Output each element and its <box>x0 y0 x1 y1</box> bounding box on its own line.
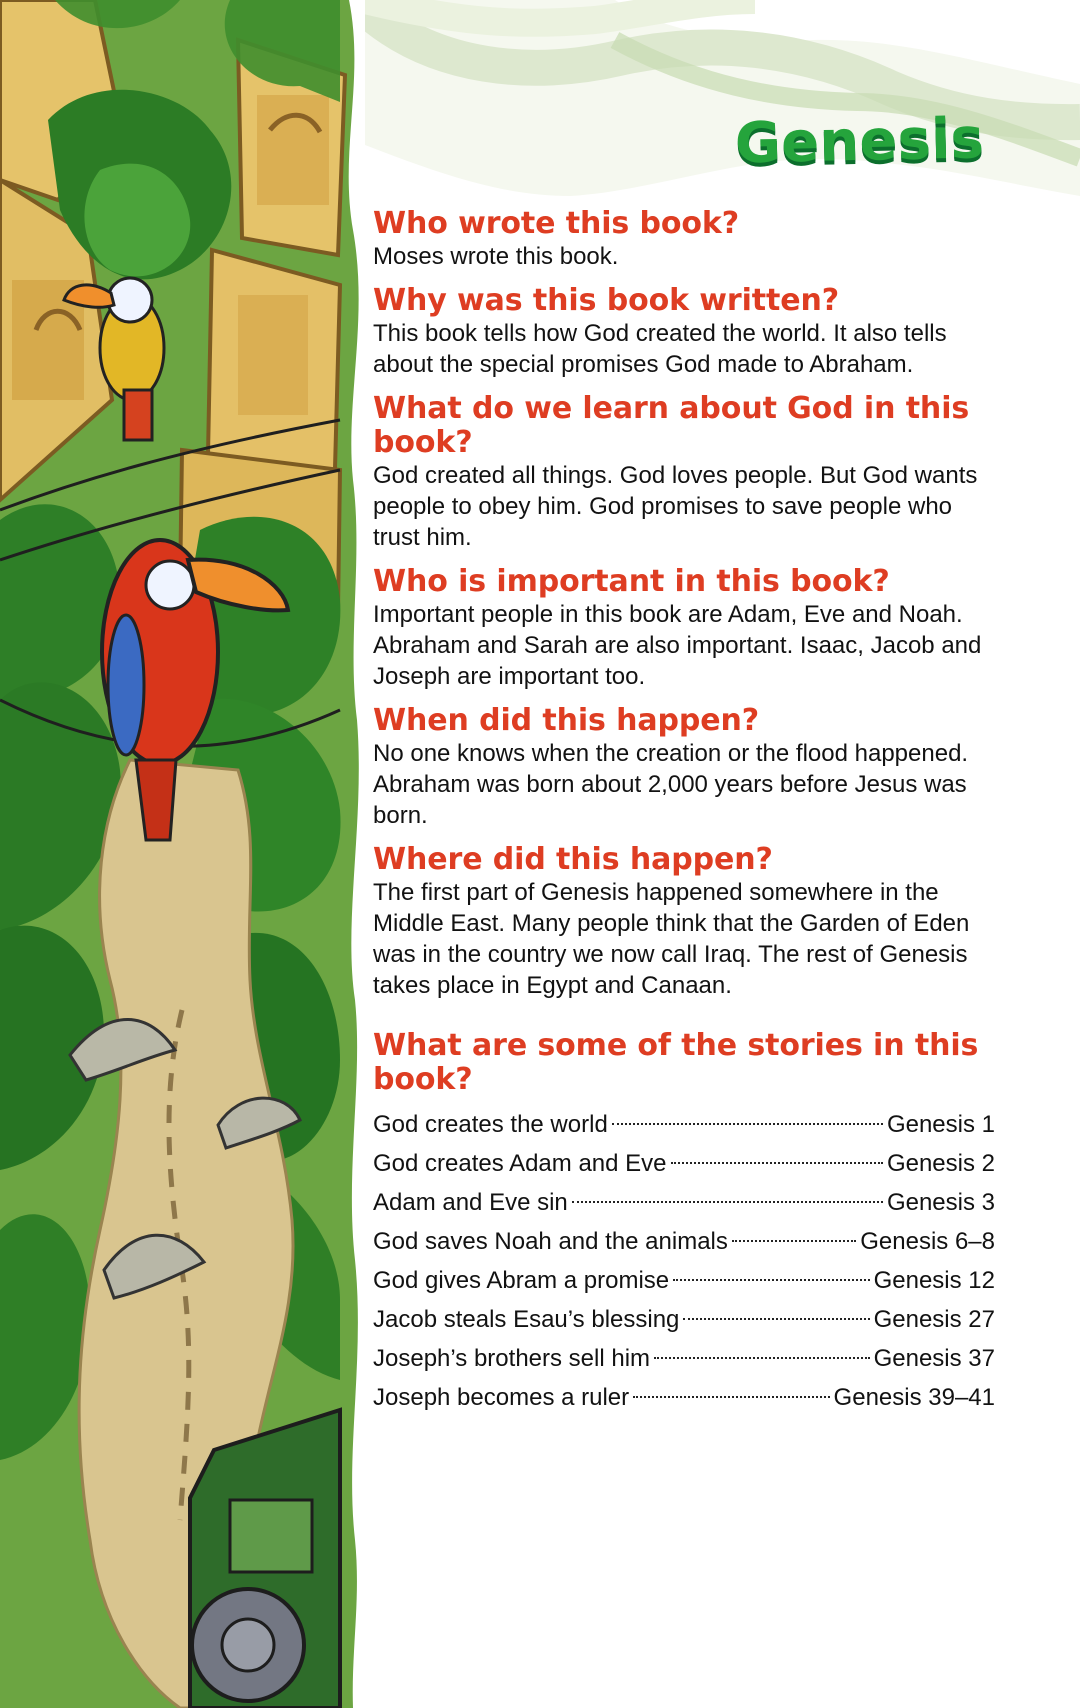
story-reference: Genesis 27 <box>873 1306 995 1333</box>
story-row <box>373 1261 995 1300</box>
book-title: Genesis <box>734 106 985 177</box>
qa-section-where <box>373 843 995 1001</box>
question-heading: What do we learn about God in this book? <box>373 391 970 460</box>
question-heading: Who is important in this book? <box>373 564 890 599</box>
stories-section <box>373 1029 995 1417</box>
qa-section-purpose <box>373 284 995 380</box>
story-title: God gives Abram a promise <box>373 1267 670 1294</box>
dot-leader <box>732 1240 856 1242</box>
jeep-illustration <box>190 1410 340 1708</box>
story-row <box>373 1105 995 1144</box>
answer-text: Important people in this book are Adam, Eve and Noah. Abraham and Sarah are also important. Isaac, Jacob and Joseph are important too. <box>373 601 982 690</box>
story-row <box>373 1183 995 1222</box>
answer-text: No one knows when the creation or the flood happened. Abraham was born about 2,000 years before Jesus was born. <box>373 740 969 829</box>
story-row <box>373 1300 995 1339</box>
story-title: Jacob steals Esau’s blessing <box>373 1306 680 1333</box>
dot-leader <box>654 1357 870 1359</box>
story-title: Joseph becomes a ruler <box>373 1384 630 1411</box>
content-column <box>373 207 995 1429</box>
question-heading: Where did this happen? <box>373 842 773 877</box>
story-row <box>373 1339 995 1378</box>
story-title: God creates Adam and Eve <box>373 1150 667 1177</box>
stories-heading: What are some of the stories in this book? <box>373 1028 979 1097</box>
story-row <box>373 1144 995 1183</box>
story-reference: Genesis 39–41 <box>833 1384 995 1411</box>
qa-section-when <box>373 704 995 831</box>
answer-text: The first part of Genesis happened somewhere in the Middle East. Many people think that the Garden of Eden was in the country we now call Iraq. The rest of Genesis takes place in Egypt and Canaan. <box>373 879 970 999</box>
story-row <box>373 1378 995 1417</box>
dot-leader <box>671 1162 883 1164</box>
dot-leader <box>633 1396 829 1398</box>
question-heading: When did this happen? <box>373 703 760 738</box>
answer-text: Moses wrote this book. <box>373 243 619 270</box>
story-reference: Genesis 6–8 <box>860 1228 995 1255</box>
qa-section-god <box>373 392 995 553</box>
story-title: God creates the world <box>373 1111 608 1138</box>
answer-text: God created all things. God loves people. But God wants people to obey him. God promises to save people who trust him. <box>373 462 978 551</box>
jungle-illustration <box>0 0 362 1708</box>
story-title: Joseph’s brothers sell him <box>373 1345 651 1372</box>
dot-leader <box>673 1279 869 1281</box>
story-title: Adam and Eve sin <box>373 1189 568 1216</box>
story-reference: Genesis 37 <box>873 1345 995 1372</box>
story-row <box>373 1222 995 1261</box>
story-reference: Genesis 12 <box>873 1267 995 1294</box>
dot-leader <box>683 1318 869 1320</box>
title-wrap <box>734 106 985 198</box>
story-reference: Genesis 3 <box>886 1189 995 1216</box>
page-edge-divider <box>341 0 362 1708</box>
qa-section-people <box>373 565 995 692</box>
dot-leader <box>612 1123 883 1125</box>
story-reference: Genesis 1 <box>886 1111 995 1138</box>
story-title: God saves Noah and the animals <box>373 1228 728 1255</box>
story-reference: Genesis 2 <box>886 1150 995 1177</box>
question-heading: Why was this book written? <box>373 283 840 318</box>
question-heading: Who wrote this book? <box>373 206 740 241</box>
answer-text: This book tells how God created the world. It also tells about the special promises God made to Abraham. <box>373 320 947 378</box>
stories-list <box>373 1105 995 1417</box>
qa-section-author <box>373 207 995 272</box>
jungle-illustration-art <box>0 0 362 1708</box>
dot-leader <box>572 1201 883 1203</box>
